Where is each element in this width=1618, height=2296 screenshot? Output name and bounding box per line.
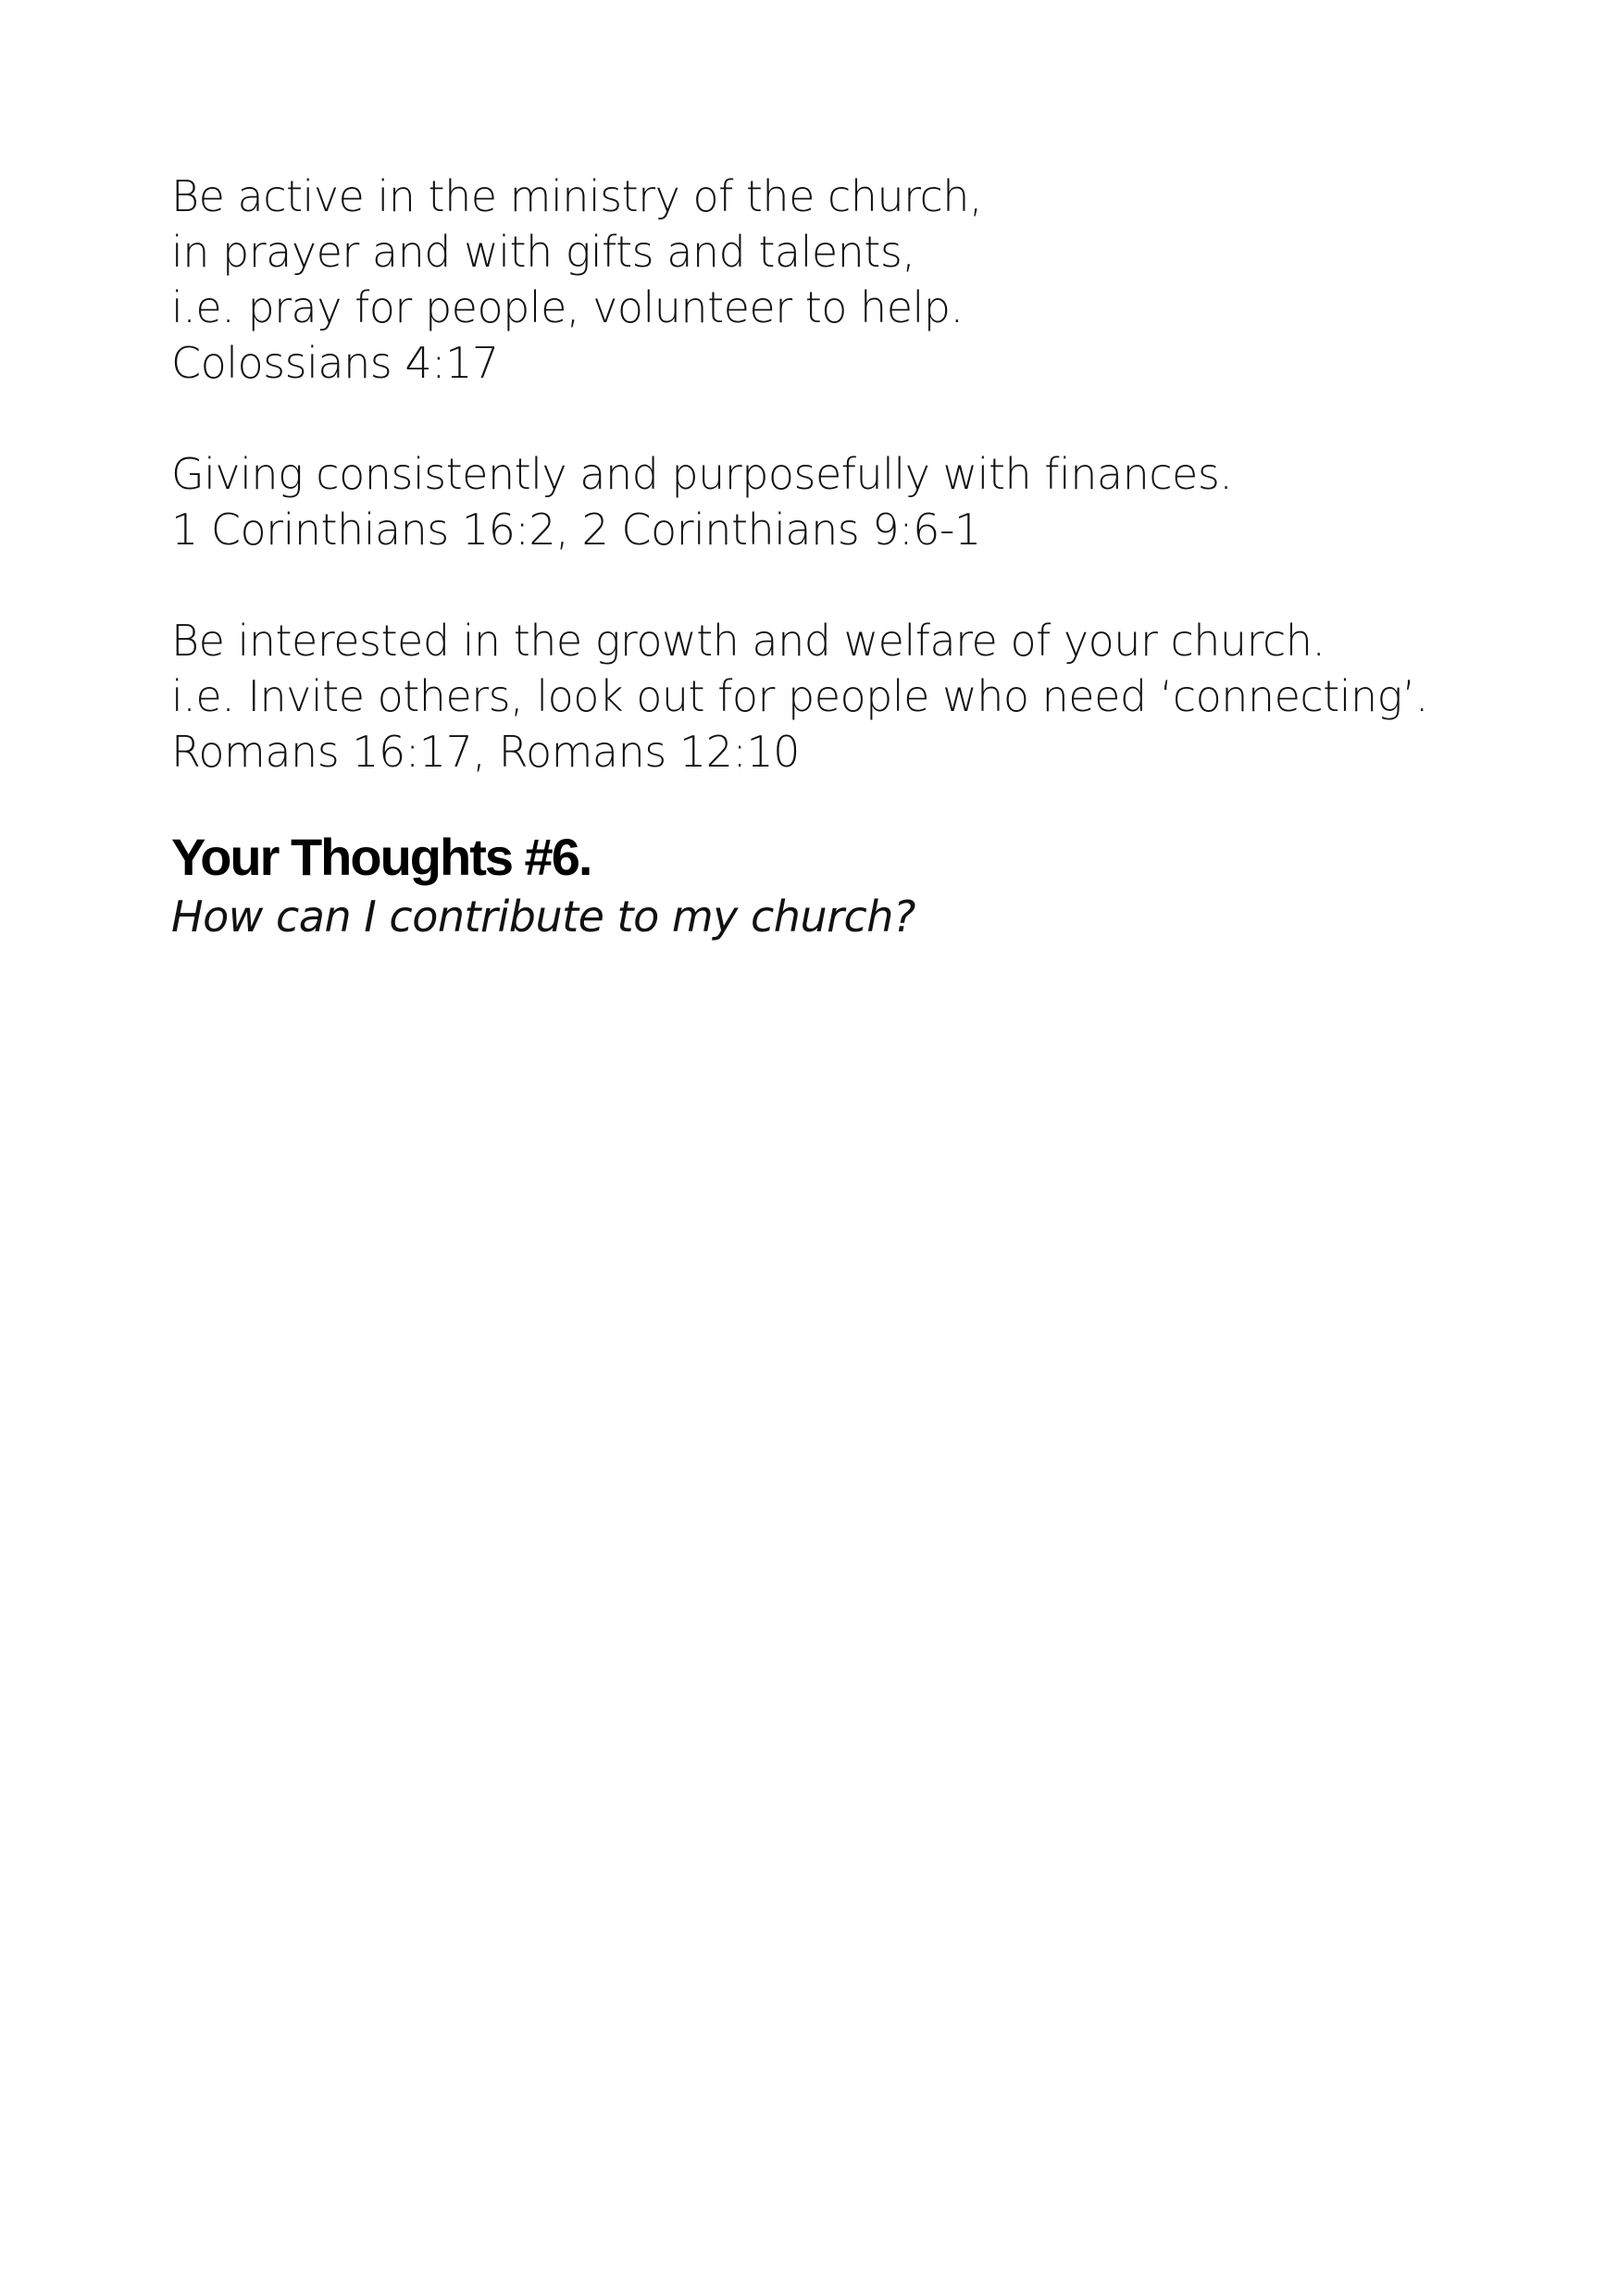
- paragraph-giving: [171, 446, 1467, 557]
- text-line: i.e. pray for people, volunteer to help.: [171, 282, 964, 332]
- text-line: Be active in the ministry of the church,: [171, 171, 983, 221]
- scripture-reference: Romans 16:17, Romans 12:10: [171, 727, 800, 777]
- scripture-reference: 1 Corinthians 16:2, 2 Corinthians 9:6-1: [171, 505, 981, 555]
- paragraph-ministry: [171, 168, 1467, 391]
- scripture-reference: Colossians 4:17: [171, 338, 499, 388]
- paragraph-growth: [171, 613, 1467, 780]
- text-line: Be interested in the growth and welfare of your church.: [171, 616, 1326, 666]
- section-title: Your Thoughts #6.: [171, 828, 591, 886]
- section-question: How can I contribute to my church?: [171, 892, 915, 942]
- text-line: i.e. Invite others, look out for people who need ‘connecting’.: [171, 671, 1428, 721]
- page-content: [171, 168, 1467, 944]
- text-line: in prayer and with gifts and talents,: [171, 227, 915, 277]
- text-line: Giving consistently and purposefully with finances.: [171, 449, 1233, 499]
